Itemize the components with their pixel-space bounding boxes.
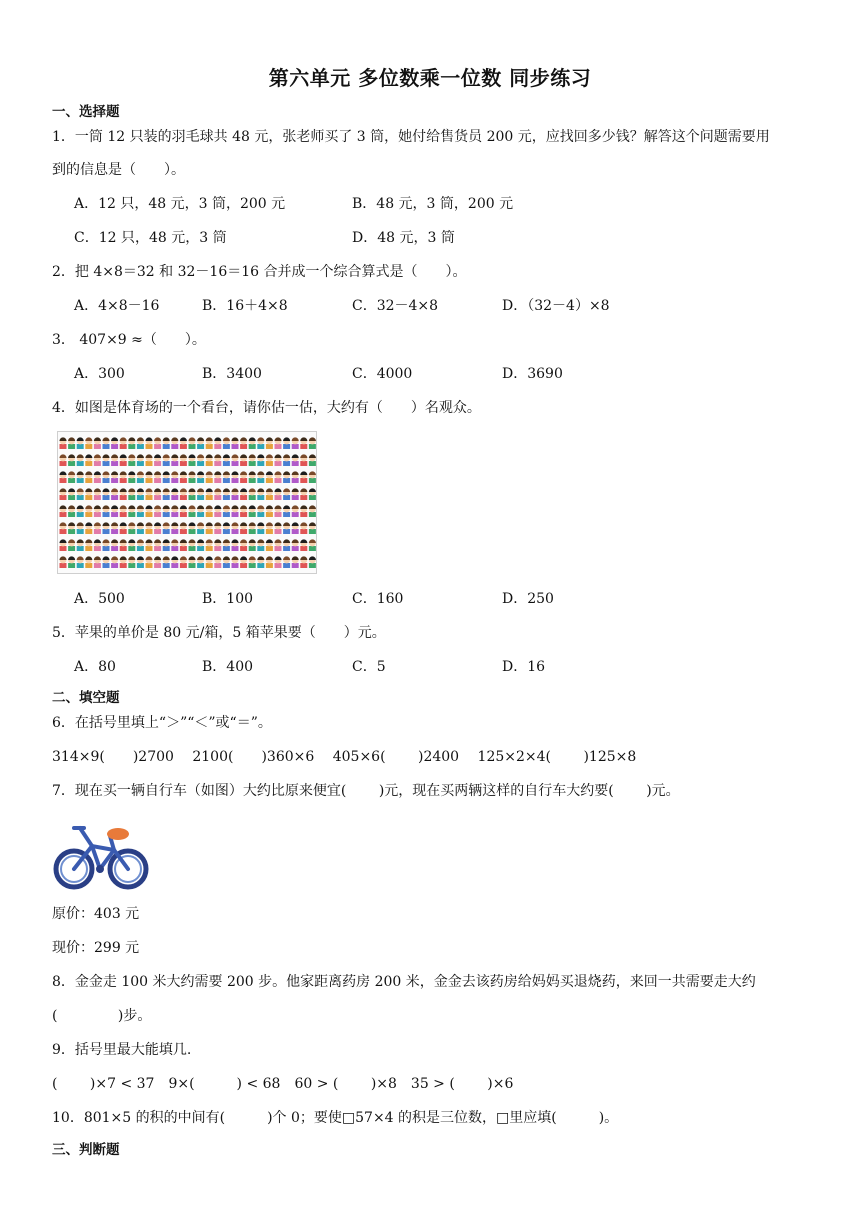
spectator [300, 522, 307, 534]
spectator [102, 505, 109, 517]
spectator [206, 471, 213, 483]
spectator [111, 437, 118, 449]
spectator [223, 505, 230, 517]
spectator [59, 488, 66, 500]
spectator [154, 556, 161, 568]
spectator [128, 505, 135, 517]
question-3-text: 3． 407×9 ≈（ ）。 [52, 332, 206, 348]
spectator [197, 556, 204, 568]
spectator [249, 437, 256, 449]
option-b[interactable]: B．48 元，3 筒，200 元 [352, 196, 514, 212]
spectator [120, 556, 127, 568]
spectator [223, 556, 230, 568]
spectator [68, 454, 75, 466]
spectator [249, 488, 256, 500]
option-a[interactable]: A．12 只，48 元，3 筒，200 元 [74, 196, 286, 212]
spectator [300, 471, 307, 483]
spectator [102, 471, 109, 483]
spectator [94, 488, 101, 500]
spectator [240, 505, 247, 517]
spectator [231, 437, 238, 449]
spectator [137, 556, 144, 568]
question-10-text: 10．801×5 的积的中间有( )个 0；要使□57×4 的积是三位数，□里应填( )。 [52, 1110, 619, 1126]
spectator [102, 556, 109, 568]
spectator [206, 488, 213, 500]
option-a[interactable]: A．300 [74, 366, 125, 382]
spectator [145, 454, 152, 466]
spectator [223, 437, 230, 449]
spectator [171, 454, 178, 466]
spectator [309, 437, 316, 449]
spectator [188, 522, 195, 534]
spectator [171, 556, 178, 568]
spectator [240, 556, 247, 568]
spectator [249, 522, 256, 534]
spectator [59, 539, 66, 551]
spectator [120, 454, 127, 466]
spectator [283, 505, 290, 517]
question-9-text: 9．括号里最大能填几. [52, 1042, 192, 1058]
spectator [309, 471, 316, 483]
spectator [223, 471, 230, 483]
spectator [145, 539, 152, 551]
spectator [214, 505, 221, 517]
option-c[interactable]: C．5 [352, 659, 386, 675]
spectator [188, 556, 195, 568]
spectator [180, 437, 187, 449]
spectator [197, 437, 204, 449]
spectator [59, 522, 66, 534]
spectator [68, 522, 75, 534]
spectator [214, 471, 221, 483]
spectator [163, 488, 170, 500]
spectator [240, 437, 247, 449]
spectator [68, 471, 75, 483]
spectator [206, 505, 213, 517]
option-a[interactable]: A．4×8－16 [74, 298, 160, 314]
spectator [85, 454, 92, 466]
spectator [111, 454, 118, 466]
question-2-text: 2．把 4×8＝32 和 32－16＝16 合并成一个综合算式是（ ）。 [52, 264, 467, 280]
option-d[interactable]: D．48 元，3 筒 [352, 230, 455, 246]
bicycle-image [52, 814, 150, 892]
spectator [171, 471, 178, 483]
spectator [163, 437, 170, 449]
spectator [137, 522, 144, 534]
spectator [163, 471, 170, 483]
spectator [137, 471, 144, 483]
spectator [188, 505, 195, 517]
spectator [300, 556, 307, 568]
spectator [137, 454, 144, 466]
spectator [85, 556, 92, 568]
spectator [180, 505, 187, 517]
option-c[interactable]: C．32－4×8 [352, 298, 439, 314]
spectator [266, 488, 273, 500]
spectator [300, 437, 307, 449]
spectator [249, 556, 256, 568]
spectator [292, 539, 299, 551]
spectator [197, 488, 204, 500]
option-d[interactable]: D．16 [502, 659, 546, 675]
question-8-text-cont: ( )步。 [52, 1008, 152, 1024]
spectator [68, 488, 75, 500]
question-6-text: 6．在括号里填上“＞”“＜”或“＝”。 [52, 715, 272, 731]
spectator [309, 505, 316, 517]
spectator [231, 488, 238, 500]
spectator [120, 471, 127, 483]
spectator [154, 522, 161, 534]
spectator [188, 471, 195, 483]
spectator [145, 437, 152, 449]
spectator [214, 437, 221, 449]
spectator [292, 471, 299, 483]
spectator [163, 454, 170, 466]
spectator [266, 522, 273, 534]
spectator [59, 437, 66, 449]
spectator [180, 556, 187, 568]
spectator [292, 522, 299, 534]
spectator [223, 488, 230, 500]
spectator [300, 454, 307, 466]
question-9-expressions: ( )×7 < 37 9×( ) < 68 60 > ( )×8 35 > ( )×6 [52, 1076, 514, 1092]
spectator [274, 522, 281, 534]
option-c[interactable]: C．160 [352, 591, 404, 607]
spectator [94, 505, 101, 517]
spectator [188, 539, 195, 551]
spectator [59, 556, 66, 568]
spectator [292, 556, 299, 568]
spectator [223, 522, 230, 534]
spectator [214, 556, 221, 568]
spectator [102, 522, 109, 534]
spectator [120, 488, 127, 500]
spectator [188, 437, 195, 449]
spectator [240, 539, 247, 551]
spectator [154, 437, 161, 449]
spectator [309, 556, 316, 568]
spectator [197, 539, 204, 551]
spectator [154, 454, 161, 466]
spectator [180, 539, 187, 551]
spectator [120, 505, 127, 517]
spectator [128, 471, 135, 483]
spectator [231, 471, 238, 483]
spectator [77, 556, 84, 568]
spectator [59, 505, 66, 517]
spectator [240, 454, 247, 466]
spectator [68, 505, 75, 517]
spectator [266, 539, 273, 551]
spectator [128, 539, 135, 551]
spectator [283, 437, 290, 449]
spectator [111, 556, 118, 568]
option-d[interactable]: D．3690 [502, 366, 563, 382]
spectator [231, 505, 238, 517]
spectator [163, 522, 170, 534]
spectator [274, 539, 281, 551]
question-4-text: 4．如图是体育场的一个看台，请你估一估，大约有（ ）名观众。 [52, 400, 481, 416]
spectator [188, 454, 195, 466]
spectator [249, 471, 256, 483]
spectator [309, 539, 316, 551]
spectator [77, 505, 84, 517]
spectator [154, 471, 161, 483]
spectator [249, 539, 256, 551]
spectator [137, 437, 144, 449]
spectator [292, 505, 299, 517]
spectator [145, 471, 152, 483]
spectator [111, 539, 118, 551]
spectator [85, 522, 92, 534]
spectator [145, 522, 152, 534]
question-1-text-cont: 到的信息是（ ）。 [52, 162, 185, 178]
spectator [266, 471, 273, 483]
spectator [214, 488, 221, 500]
spectator [77, 522, 84, 534]
spectator [257, 556, 264, 568]
spectator [240, 522, 247, 534]
question-7-text: 7．现在买一辆自行车（如图）大约比原来便宜( )元，现在买两辆这样的自行车大约要( )元。 [52, 783, 680, 799]
spectator [85, 488, 92, 500]
spectator [283, 522, 290, 534]
spectator [171, 488, 178, 500]
spectator [266, 505, 273, 517]
spectator [206, 437, 213, 449]
spectator [274, 488, 281, 500]
spectator [120, 437, 127, 449]
spectator [283, 488, 290, 500]
spectator [85, 471, 92, 483]
spectator [300, 539, 307, 551]
spectator [85, 505, 92, 517]
spectator [154, 539, 161, 551]
spectator [111, 522, 118, 534]
spectator [257, 505, 264, 517]
option-c[interactable]: C．12 只，48 元，3 筒 [74, 230, 227, 246]
spectator [292, 488, 299, 500]
spectator [111, 505, 118, 517]
option-a[interactable]: A．500 [74, 591, 125, 607]
spectator [102, 437, 109, 449]
option-b[interactable]: B．100 [202, 591, 254, 607]
spectator [214, 454, 221, 466]
option-b[interactable]: B．400 [202, 659, 254, 675]
spectator [128, 556, 135, 568]
spectator [214, 539, 221, 551]
spectator [274, 471, 281, 483]
spectator [197, 471, 204, 483]
option-b[interactable]: B．3400 [202, 366, 262, 382]
spectator [77, 437, 84, 449]
spectator [137, 488, 144, 500]
spectator [240, 471, 247, 483]
spectator [94, 539, 101, 551]
spectator [274, 437, 281, 449]
spectator [231, 556, 238, 568]
spectator [309, 454, 316, 466]
stadium-crowd-image [57, 431, 317, 574]
question-5-text: 5．苹果的单价是 80 元/箱，5 箱苹果要（ ）元。 [52, 625, 386, 641]
spectator [274, 556, 281, 568]
page-title: 第六单元 多位数乘一位数 同步练习 [268, 66, 592, 90]
spectator [102, 454, 109, 466]
spectator [120, 539, 127, 551]
spectator [77, 488, 84, 500]
spectator [309, 488, 316, 500]
spectator [188, 488, 195, 500]
spectator [94, 454, 101, 466]
spectator [128, 437, 135, 449]
spectator [163, 539, 170, 551]
section-heading-judge: 三、判断题 [52, 1142, 120, 1158]
question-1-text: 1．一筒 12 只装的羽毛球共 48 元，张老师买了 3 筒，她付给售货员 200 元，应找回多少钱？解答这个问题需要用 [52, 129, 770, 145]
current-price: 现价：299 元 [52, 940, 140, 956]
spectator [77, 454, 84, 466]
spectator [197, 522, 204, 534]
spectator [309, 522, 316, 534]
spectator [137, 505, 144, 517]
section-heading-fill: 二、填空题 [52, 690, 120, 706]
spectator [231, 539, 238, 551]
spectator [283, 454, 290, 466]
spectator [180, 471, 187, 483]
spectator [68, 437, 75, 449]
spectator [94, 471, 101, 483]
spectator [249, 454, 256, 466]
spectator [85, 539, 92, 551]
question-6-expressions: 314×9( )2700 2100( )360×6 405×6( )2400 125×2×4( )125×8 [52, 749, 637, 765]
spectator [77, 539, 84, 551]
spectator [180, 454, 187, 466]
option-b[interactable]: B．16＋4×8 [202, 298, 288, 314]
spectator [59, 454, 66, 466]
spectator [145, 556, 152, 568]
spectator [257, 522, 264, 534]
spectator [59, 471, 66, 483]
spectator [128, 522, 135, 534]
spectator [120, 522, 127, 534]
spectator [171, 505, 178, 517]
spectator [94, 556, 101, 568]
spectator [283, 539, 290, 551]
spectator [137, 539, 144, 551]
spectator [197, 454, 204, 466]
crowd-figures [58, 432, 316, 573]
spectator [163, 556, 170, 568]
spectator [292, 454, 299, 466]
option-a[interactable]: A．80 [74, 659, 116, 675]
spectator [214, 522, 221, 534]
spectator [171, 437, 178, 449]
spectator [94, 437, 101, 449]
spectator [68, 556, 75, 568]
spectator [292, 437, 299, 449]
spectator [257, 437, 264, 449]
spectator [128, 454, 135, 466]
spectator [257, 471, 264, 483]
spectator [266, 454, 273, 466]
spectator [94, 522, 101, 534]
spectator [171, 539, 178, 551]
spectator [171, 522, 178, 534]
spectator [206, 522, 213, 534]
spectator [145, 505, 152, 517]
spectator [266, 556, 273, 568]
spectator [300, 505, 307, 517]
spectator [154, 505, 161, 517]
original-price: 原价：403 元 [52, 906, 140, 922]
spectator [197, 505, 204, 517]
spectator [257, 454, 264, 466]
spectator [85, 437, 92, 449]
option-d[interactable]: D．（32－4）×8 [502, 298, 610, 314]
spectator [68, 539, 75, 551]
question-8-text: 8．金金走 100 米大约需要 200 步。他家距离药房 200 米，金金去该药房给妈妈买退烧药，来回一共需要走大约 [52, 974, 756, 990]
spectator [206, 556, 213, 568]
spectator [145, 488, 152, 500]
section-heading-choice: 一、选择题 [52, 104, 120, 120]
spectator [231, 454, 238, 466]
spectator [180, 488, 187, 500]
spectator [274, 454, 281, 466]
spectator [257, 539, 264, 551]
spectator [223, 454, 230, 466]
spectator [206, 539, 213, 551]
option-d[interactable]: D．250 [502, 591, 554, 607]
spectator [266, 437, 273, 449]
spectator [77, 471, 84, 483]
spectator [163, 505, 170, 517]
spectator [300, 488, 307, 500]
spectator [283, 556, 290, 568]
spectator [102, 488, 109, 500]
spectator [283, 471, 290, 483]
spectator [231, 522, 238, 534]
spectator [206, 454, 213, 466]
spectator [249, 505, 256, 517]
spectator [223, 539, 230, 551]
spectator [274, 505, 281, 517]
spectator [128, 488, 135, 500]
spectator [257, 488, 264, 500]
spectator [111, 471, 118, 483]
option-c[interactable]: C．4000 [352, 366, 413, 382]
spectator [111, 488, 118, 500]
spectator [154, 488, 161, 500]
spectator [180, 522, 187, 534]
spectator [240, 488, 247, 500]
spectator [102, 539, 109, 551]
